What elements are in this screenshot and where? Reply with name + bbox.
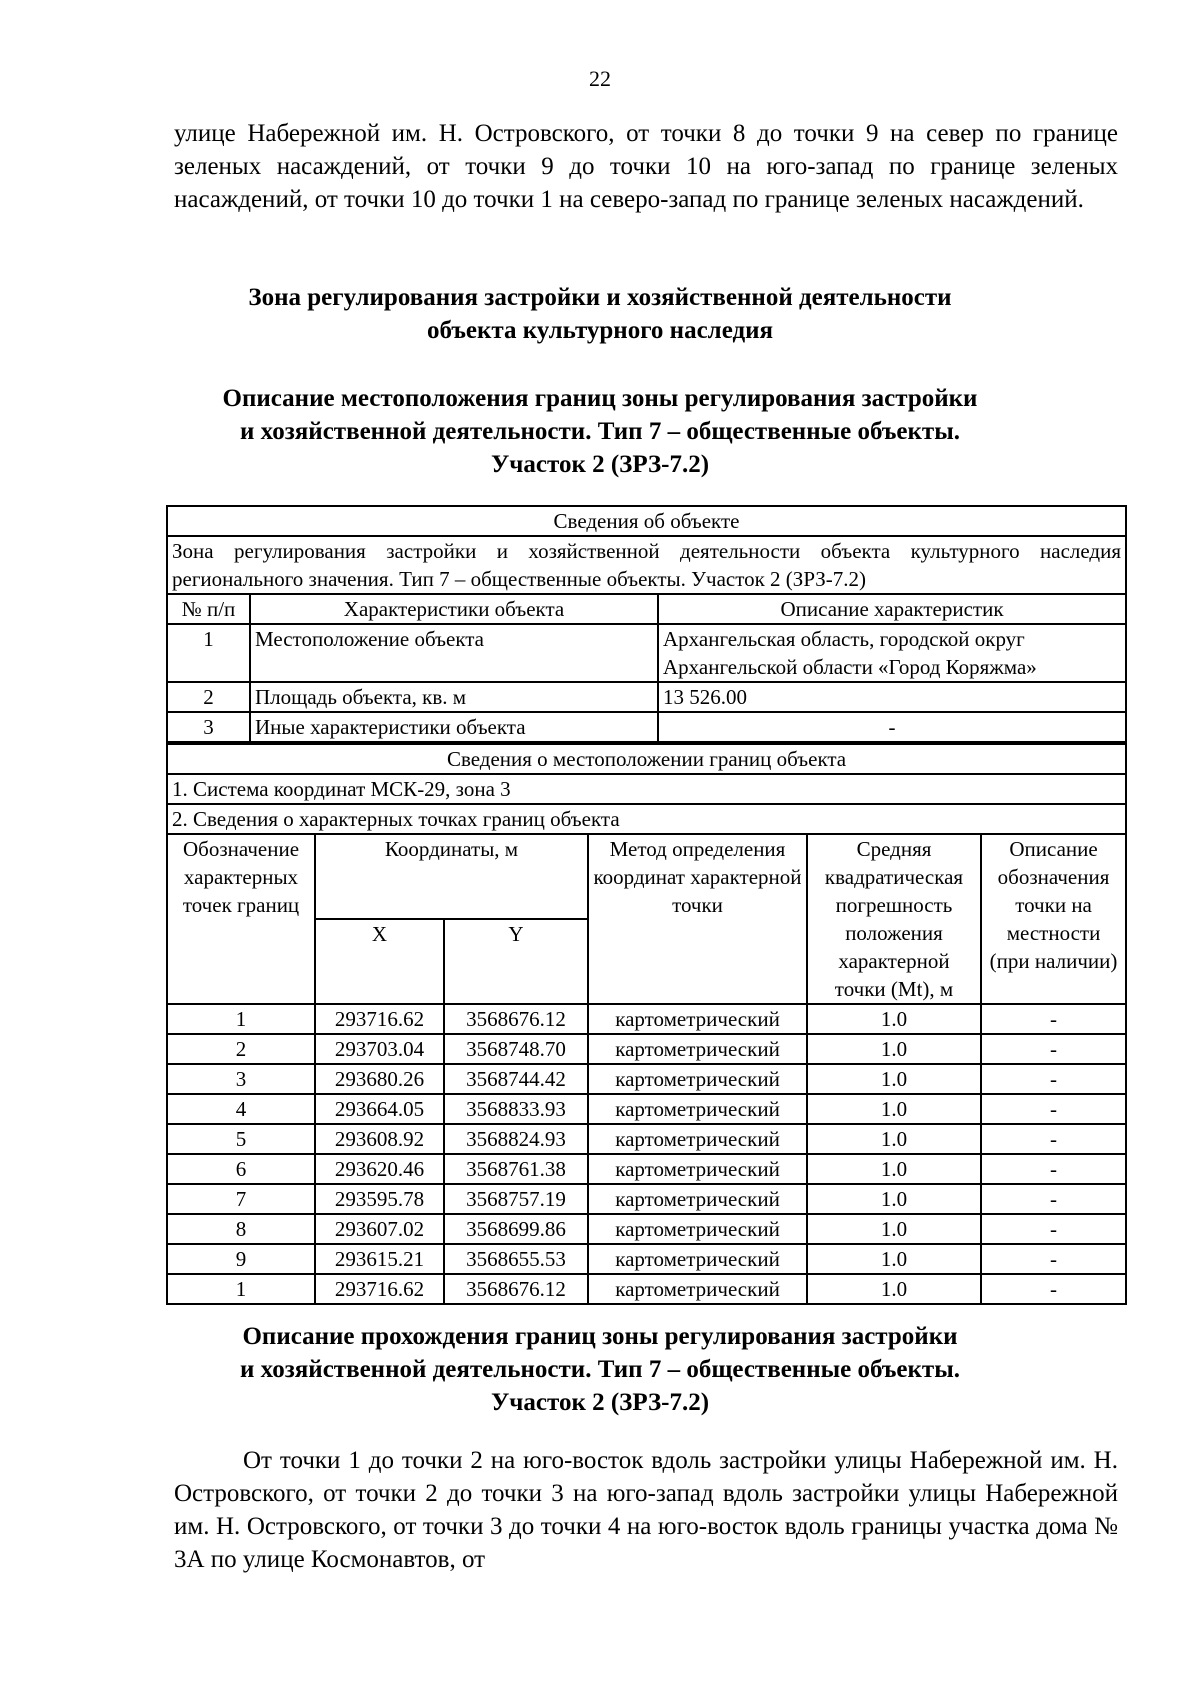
error-value: 1.0 <box>807 1064 981 1094</box>
zone-heading-line: объекта культурного наследия <box>426 317 774 344</box>
table-row <box>167 1094 1126 1124</box>
x-coordinate: 293703.04 <box>315 1034 444 1064</box>
error-value: 1.0 <box>807 1184 981 1214</box>
x-coordinate: 293716.62 <box>315 1274 444 1304</box>
error-value: 1.0 <box>807 1004 981 1034</box>
passage-heading-line: и хозяйственной деятельности. Тип 7 – общественные объекты. <box>240 1356 960 1383</box>
boundary-points-table <box>166 743 1127 1305</box>
y-coordinate: 3568655.53 <box>444 1244 588 1274</box>
method: картометрический <box>588 1064 807 1094</box>
point-number: 9 <box>167 1244 315 1274</box>
x-coordinate: 293680.26 <box>315 1064 444 1094</box>
y-coordinate: 3568699.86 <box>444 1214 588 1244</box>
method: картометрический <box>588 1214 807 1244</box>
object-info-table <box>166 505 1127 743</box>
row-name: Иные характеристики объекта <box>250 712 658 742</box>
y-coordinate: 3568761.38 <box>444 1154 588 1184</box>
method: картометрический <box>588 1154 807 1184</box>
error-value: 1.0 <box>807 1244 981 1274</box>
header-y: Y <box>444 919 588 1004</box>
error-value: 1.0 <box>807 1154 981 1184</box>
header-point-description: Описание обозначения точки на местности (при наличии) <box>981 834 1126 1004</box>
point-description: - <box>981 1124 1126 1154</box>
table-row <box>167 712 1126 742</box>
y-coordinate: 3568757.19 <box>444 1184 588 1214</box>
header-error: Средняя квадратическая погрешность положения характерной точки (Mt), м <box>807 834 981 1004</box>
row-name: Местоположение объекта <box>250 624 658 682</box>
location-heading-line: Описание местоположения границ зоны регулирования застройки <box>222 385 978 412</box>
y-coordinate: 3568833.93 <box>444 1094 588 1124</box>
table-row <box>167 1064 1126 1094</box>
error-value: 1.0 <box>807 1094 981 1124</box>
zone-heading-line: Зона регулирования застройки и хозяйственной деятельности <box>248 284 952 311</box>
row-num: 3 <box>167 712 250 742</box>
table-row <box>167 682 1126 712</box>
header-designation: Обозначение характерных точек границ <box>167 834 315 1004</box>
table-row <box>167 1034 1126 1064</box>
point-description: - <box>981 1064 1126 1094</box>
point-number: 1 <box>167 1274 315 1304</box>
row-name: Площадь объекта, кв. м <box>250 682 658 712</box>
table-row <box>167 1124 1126 1154</box>
point-description: - <box>981 1004 1126 1034</box>
passage-heading <box>150 1320 1050 1419</box>
table-row <box>167 1214 1126 1244</box>
point-number: 4 <box>167 1094 315 1124</box>
method: картометрический <box>588 1124 807 1154</box>
coord-system: 1. Система координат МСК-29, зона 3 <box>167 774 1126 804</box>
location-heading-line: Участок 2 (ЗРЗ-7.2) <box>490 451 710 478</box>
x-coordinate: 293620.46 <box>315 1154 444 1184</box>
error-value: 1.0 <box>807 1214 981 1244</box>
passage-heading-line: Участок 2 (ЗРЗ-7.2) <box>490 1389 710 1416</box>
location-heading-line: и хозяйственной деятельности. Тип 7 – общественные объекты. <box>240 418 960 445</box>
point-number: 1 <box>167 1004 315 1034</box>
point-description: - <box>981 1184 1126 1214</box>
point-number: 3 <box>167 1064 315 1094</box>
point-description: - <box>981 1094 1126 1124</box>
y-coordinate: 3568748.70 <box>444 1034 588 1064</box>
x-coordinate: 293716.62 <box>315 1004 444 1034</box>
row-num: 2 <box>167 682 250 712</box>
y-coordinate: 3568676.12 <box>444 1274 588 1304</box>
zone-heading <box>150 281 1050 347</box>
point-number: 8 <box>167 1214 315 1244</box>
row-value: - <box>658 712 1126 742</box>
header-num: № п/п <box>167 594 250 624</box>
header-coords: Координаты, м <box>315 834 588 919</box>
point-description: - <box>981 1034 1126 1064</box>
header-characteristic: Характеристики объекта <box>250 594 658 624</box>
y-coordinate: 3568824.93 <box>444 1124 588 1154</box>
method: картометрический <box>588 1094 807 1124</box>
row-value: 13 526.00 <box>658 682 1126 712</box>
header-method: Метод определения координат характерной точки <box>588 834 807 1004</box>
method: картометрический <box>588 1184 807 1214</box>
point-description: - <box>981 1214 1126 1244</box>
error-value: 1.0 <box>807 1124 981 1154</box>
header-description: Описание характеристик <box>658 594 1126 624</box>
intro-paragraph: улице Набережной им. Н. Островского, от точки 8 до точки 9 на север по границе зеленых насаждений, от точки 9 до точки 10 на юго-запад по границе зеленых насаждений, от точки 10 до точки 1 на северо-запад по границе зеленых насаждений. <box>174 120 1118 213</box>
point-number: 2 <box>167 1034 315 1064</box>
x-coordinate: 293615.21 <box>315 1244 444 1274</box>
method: картометрический <box>588 1244 807 1274</box>
location-heading <box>150 382 1050 481</box>
point-description: - <box>981 1244 1126 1274</box>
object-table-title: Сведения об объекте <box>167 506 1126 536</box>
points-caption: 2. Сведения о характерных точках границ объекта <box>167 804 1126 834</box>
y-coordinate: 3568744.42 <box>444 1064 588 1094</box>
point-number: 7 <box>167 1184 315 1214</box>
point-description: - <box>981 1274 1126 1304</box>
x-coordinate: 293595.78 <box>315 1184 444 1214</box>
point-description: - <box>981 1154 1126 1184</box>
x-coordinate: 293664.05 <box>315 1094 444 1124</box>
table-row <box>167 1244 1126 1274</box>
header-x: X <box>315 919 444 1004</box>
points-table-title: Сведения о местоположении границ объекта <box>167 744 1126 774</box>
table-row <box>167 1274 1126 1304</box>
passage-heading-line: Описание прохождения границ зоны регулирования застройки <box>242 1323 958 1350</box>
table-row <box>167 1184 1126 1214</box>
outro-paragraph: От точки 1 до точки 2 на юго-восток вдоль застройки улицы Набережной им. Н. Островского, от точки 2 до точки 3 на юго-запад вдоль застройки улицы Набережной им. Н. Островского, от точки 3 до точки 4 на юго-восток вдоль границы участка дома № 3А по улице Космонавтов, от <box>174 1447 1118 1573</box>
row-value: Архангельская область, городской округ Архангельской области «Город Коряжма» <box>658 624 1126 682</box>
row-num: 1 <box>167 624 250 682</box>
point-number: 5 <box>167 1124 315 1154</box>
page-number: 22 <box>589 66 611 91</box>
table-row <box>167 1154 1126 1184</box>
method: картометрический <box>588 1034 807 1064</box>
table-row <box>167 1004 1126 1034</box>
error-value: 1.0 <box>807 1034 981 1064</box>
y-coordinate: 3568676.12 <box>444 1004 588 1034</box>
point-number: 6 <box>167 1154 315 1184</box>
object-description: Зона регулирования застройки и хозяйственной деятельности объекта культурного наследия регионального значения. Тип 7 – общественные объекты. Участок 2 (ЗРЗ-7.2) <box>167 536 1126 594</box>
x-coordinate: 293607.02 <box>315 1214 444 1244</box>
error-value: 1.0 <box>807 1274 981 1304</box>
x-coordinate: 293608.92 <box>315 1124 444 1154</box>
method: картометрический <box>588 1004 807 1034</box>
method: картометрический <box>588 1274 807 1304</box>
table-row <box>167 624 1126 682</box>
points-body <box>167 1004 1126 1304</box>
